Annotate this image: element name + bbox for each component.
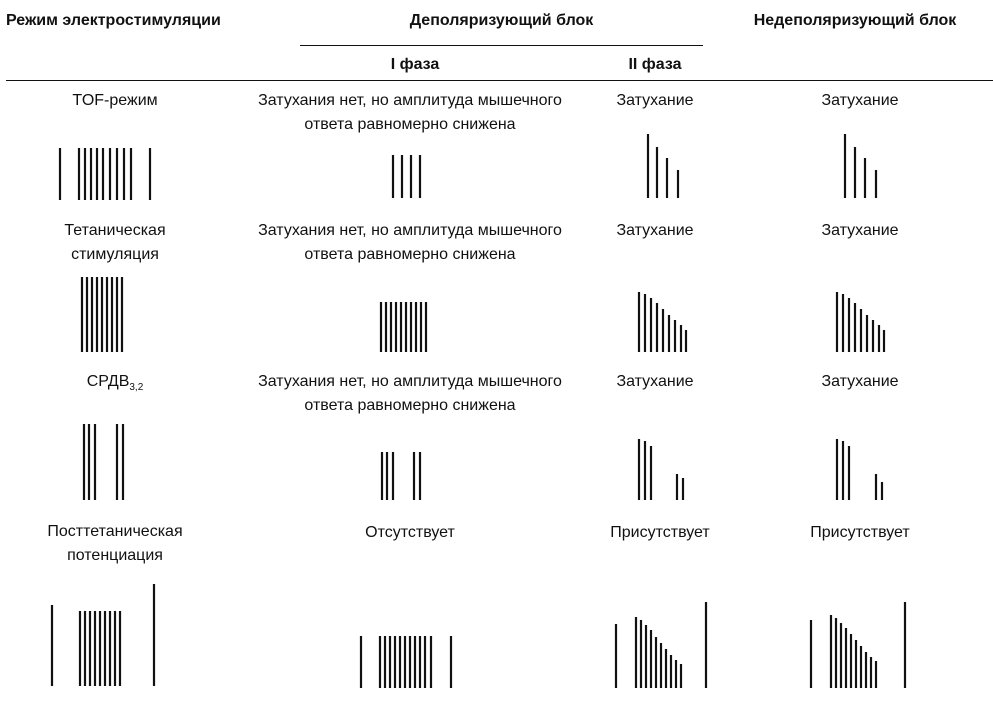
depolarizing-block-header: Деполяризующий блок — [409, 12, 594, 29]
ptp-phase2-potentiation-response — [616, 602, 706, 688]
dbs-stimulation-pattern — [84, 424, 123, 500]
phase2-result: Затухание — [616, 373, 694, 390]
tetanic-phase2-fade-response — [639, 292, 686, 352]
description-line: Затухания нет, но амплитуда мышечного — [258, 222, 562, 239]
nondepolarizing-result: Затухание — [821, 92, 899, 109]
nondepolarizing-result: Затухание — [821, 373, 899, 390]
tof-phase2-fade-response — [648, 134, 678, 198]
phase2-result: Присутствует — [610, 524, 710, 541]
ptp-stimulation-pattern — [52, 584, 154, 686]
dbs-nondepolarizing-fade-response — [837, 439, 882, 500]
mode-label-subscript: 3,2 — [129, 382, 144, 394]
tetanic-phase1-response — [381, 302, 426, 352]
ptp-nondepolarizing-potentiation-response — [811, 602, 905, 688]
mode-label-line: Тетаническая — [64, 222, 166, 239]
tetanic-nondepolarizing-fade-response — [837, 292, 884, 352]
dbs-phase1-response — [382, 452, 420, 500]
nondepolarizing-result: Затухание — [821, 222, 899, 239]
nondepolarizing-result: Присутствует — [810, 524, 910, 541]
phase-1-header: I фаза — [390, 56, 440, 73]
dbs-phase2-fade-response — [639, 439, 683, 500]
tof-phase1-response — [393, 155, 420, 198]
tetanic-stimulation-pattern — [82, 277, 122, 352]
mode-label-main: СРДВ — [86, 373, 130, 390]
mode-label-line: Посттетаническая — [47, 523, 183, 540]
description-line: Затухания нет, но амплитуда мышечного — [258, 373, 562, 390]
mode-column-header: Режим электростимуляции — [6, 12, 221, 29]
description-line: ответа равномерно снижена — [304, 116, 516, 133]
ptp-phase1-response — [361, 636, 451, 688]
mode-label-line: потенциация — [67, 547, 163, 564]
phase2-result: Затухание — [616, 92, 694, 109]
phase2-result: Затухание — [616, 222, 694, 239]
mode-label-line: стимуляция — [71, 246, 159, 263]
description-line: Отсутствует — [365, 524, 455, 541]
tof-stimulation-pattern — [60, 148, 150, 200]
nondepolarizing-block-header: Недеполяризующий блок — [753, 12, 957, 29]
description-line: ответа равномерно снижена — [304, 397, 516, 414]
description-line: ответа равномерно снижена — [304, 246, 516, 263]
description-line: Затухания нет, но амплитуда мышечного — [258, 92, 562, 109]
phase-2-header: II фаза — [628, 56, 682, 73]
mode-label-tof: TOF-режим — [72, 92, 158, 109]
tof-nondepolarizing-fade-response — [845, 134, 876, 198]
